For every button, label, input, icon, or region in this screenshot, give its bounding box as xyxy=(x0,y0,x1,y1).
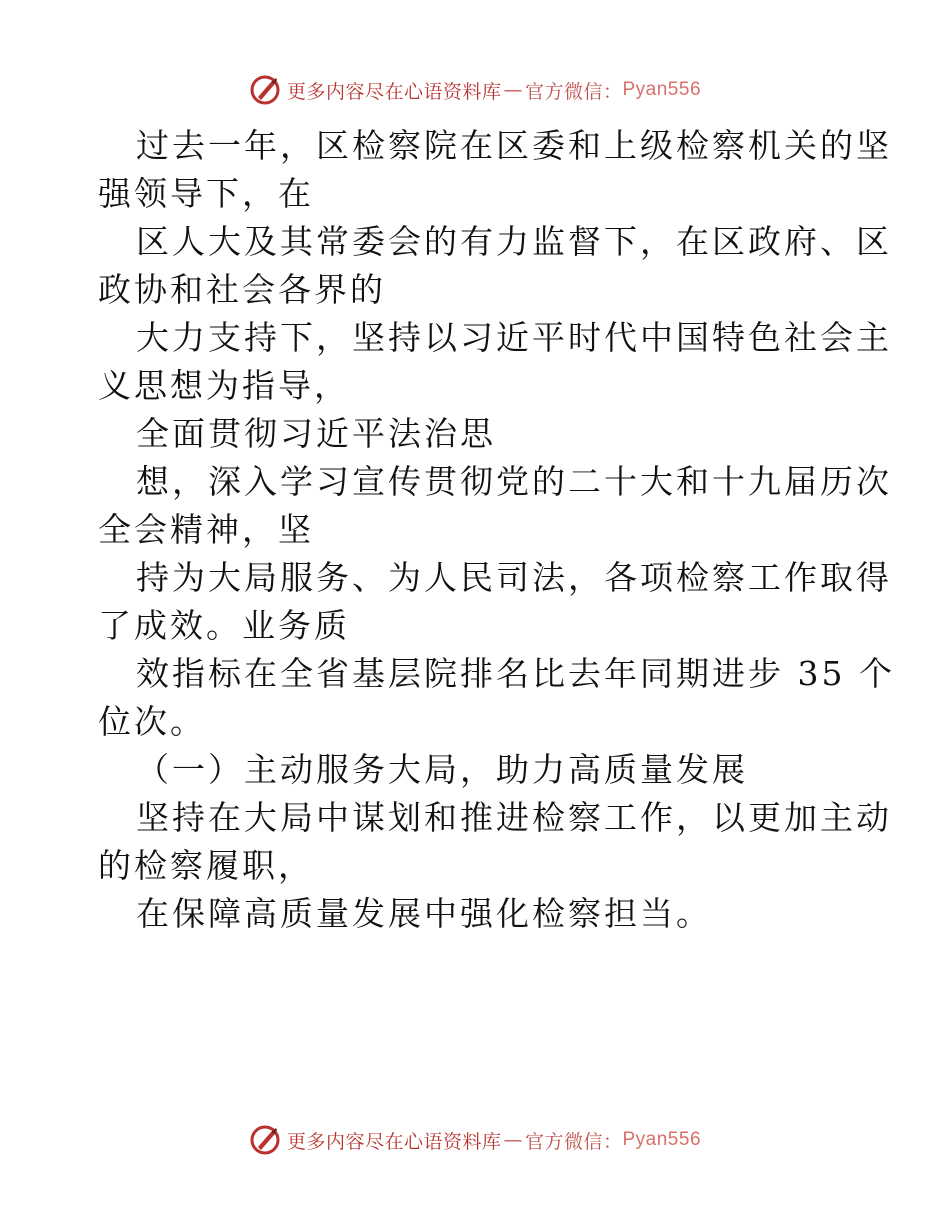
document-body xyxy=(98,122,895,942)
text-line: 的检察履职， xyxy=(98,846,314,885)
text-line: 大力支持下，坚持以习近平时代中国特色社会主 xyxy=(136,318,892,357)
text-line: 位次。 xyxy=(98,702,206,741)
text-line: 持为大局服务、为人民司法，各项检察工作取得 xyxy=(136,558,892,597)
text-line: 全面贯彻习近平法治思 xyxy=(136,414,496,453)
watermark-text: 更多内容尽在心语资料库 xyxy=(286,1130,502,1153)
watermark-separator: — xyxy=(503,79,523,101)
text-line: 想，深入学习宣传贯彻党的二十大和十九届历次 xyxy=(136,462,892,501)
text-line: 区人大及其常委会的有力监督下，在区政府、区 xyxy=(136,222,892,261)
text-line: 坚持在大局中谋划和推进检察工作，以更加主动 xyxy=(136,798,892,837)
quill-pen-logo-icon xyxy=(249,1124,281,1156)
footer-watermark xyxy=(0,1120,950,1160)
watermark-wechat-id: Pyan556 xyxy=(622,1129,702,1150)
text-line: 全会精神，坚 xyxy=(98,510,314,549)
text-line: （一）主动服务大局，助力高质量发展 xyxy=(136,750,748,789)
text-line: 过去一年，区检察院在区委和上级检察机关的坚 xyxy=(136,126,892,165)
watermark-wechat-label: 官方微信： xyxy=(524,1130,623,1153)
text-line: 政协和社会各界的 xyxy=(98,270,386,309)
text-line: 强领导下，在 xyxy=(98,174,314,213)
header-watermark xyxy=(0,70,950,110)
watermark-text: 更多内容尽在心语资料库 xyxy=(286,80,502,103)
watermark-wechat-label: 官方微信： xyxy=(524,80,623,103)
text-line: 效指标在全省基层院排名比去年同期进步 35 个 xyxy=(136,654,895,693)
text-line: 了成效。业务质 xyxy=(98,606,350,645)
watermark-separator: — xyxy=(503,1129,523,1151)
watermark-wechat-id: Pyan556 xyxy=(622,79,702,100)
quill-pen-logo-icon xyxy=(249,74,281,106)
body-text xyxy=(98,122,895,938)
text-line: 在保障高质量发展中强化检察担当。 xyxy=(136,894,712,933)
text-line: 义思想为指导， xyxy=(98,366,350,405)
